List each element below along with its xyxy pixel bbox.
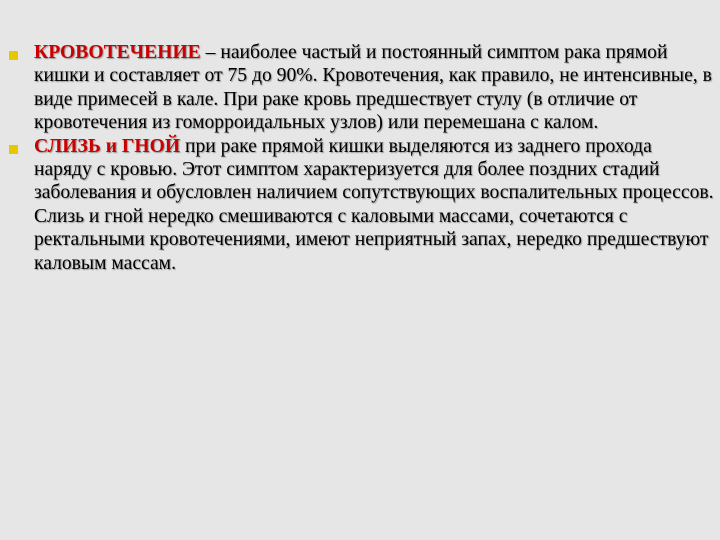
bullet-description: при раке прямой кишки выделяются из заднего прохода наряду с кровью. Этот симптом характеризуется для более поздних стадий заболевания и обусловлен наличием сопутствующих воспалительных процессов. Слизь и гной нередко смешиваются с каловыми массами, сочетаются с ректальными кровотечениями, имеют неприятный запах, нередко предшествуют каловым массам.	[34, 135, 714, 274]
bullet-item-mucus-pus	[0, 135, 720, 275]
bullet-description: – наиболее частый и постоянный симптом рака прямой кишки и составляет от 75 до 90%. Кровотечения, как правило, не интенсивные, в виде примесей в кале. При раке кровь предшествует стулу (в отличие от кровотечения из гоморроидальных узлов) или перемешана с калом.	[34, 42, 712, 134]
bullet-text	[34, 135, 714, 275]
bullet-item-bleeding	[0, 41, 720, 135]
bullet-term: СЛИЗЬ и ГНОЙ	[34, 135, 181, 157]
bullet-term: КРОВОТЕЧЕНИЕ	[34, 42, 201, 63]
square-bullet-icon	[9, 51, 18, 60]
bullet-list	[0, 41, 720, 275]
square-bullet-icon	[9, 145, 18, 154]
bullet-text	[34, 41, 714, 135]
